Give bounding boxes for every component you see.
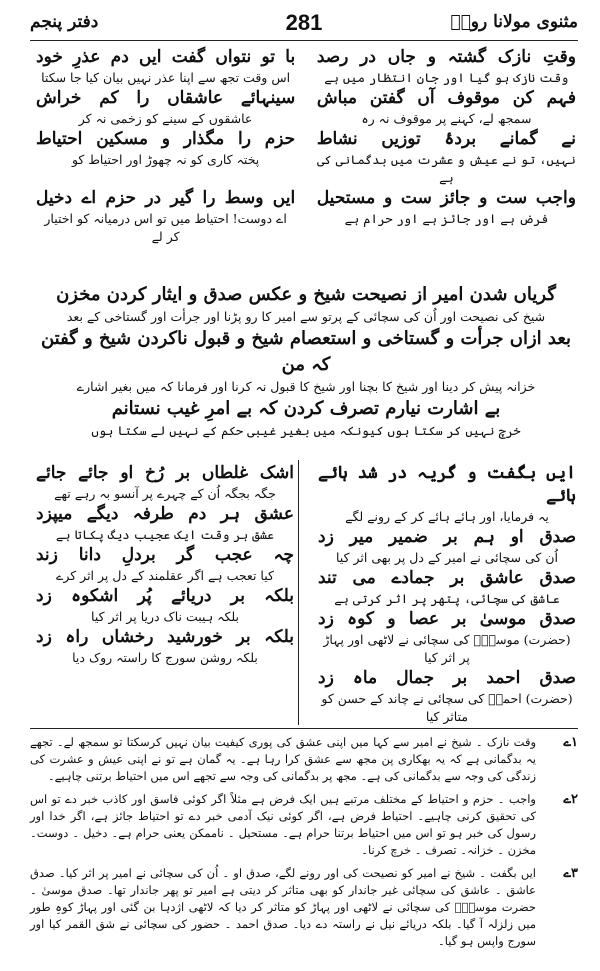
couplet-row [36,46,576,69]
translation: (حضرت) احمدؐ کی سچائی نے چاند کے حسن کو متاثر کیا [321,691,573,724]
translation: کیا تعجب ہے اگر عقلمند کے دل پر اثر کرے [56,568,274,583]
heading-line: بے اشارت نیارم تصرف کردن کہ بے امرِ غیب نستانم [111,398,501,419]
verse: عشق ہر دم طرفہ دیگے میپزد [36,504,294,524]
verse-right: واجب ست و جائز ست و مستحیل [316,188,576,208]
section-heading-block [36,282,576,440]
heading-line: بعد ازاں جرأت و گستاخی و استعصام شیخ و قبول ناکردن شیخ و گفتن کہ من [40,328,572,375]
footnote-marker: ۲ے [563,792,578,807]
footnote-text: ایں بگفت ۔ شیخ نے امیر کو نصیحت کی اور رونے لگے، صدق او ۔ اُن کی سچائی نے امیر پر اثر کیا۔ صدق عاشق ۔ عاشق کی سچائی غیر جاندار کو بھی متاثر کر دیتی ہے امیر تو پھر جاندار تھا۔ صدق موسیٰ ۔ حضرت موسیٰؑ کی سچائی نے لاٹھی اور پہاڑ کو متاثر کر دیا کہ لاٹھی اژدہا بن گئی اور پہاڑ کوہِ طور میں زلزلہ آ گیا۔ بلکہ دریائے نیل نے راستہ دے دیا۔ صدق احمد ۔ حضور کی سچائی نے شق القمر کیا اور سورج واپس ہو گیا۔ [30,866,536,948]
couplet-row [36,128,576,151]
footnote-text: وقت نازک ۔ شیخ نے امیر سے کہا میں اپنی عشق کی پوری کیفیت بیان نہیں کرسکتا تو سمجھ لے۔ تجھے یہ بدگمانی ہے کہ یہ بھکاری پن مجھ سے عشق کرا رہا ہے۔ یہ گمان ہے تو نے اپنی عیش و عشرت کی زندگی کی وجہ سے بدگمانی کی ہے۔ مجھ پر بدگمانی کی وجہ سے تجھے اس میں احتیاط برتنی چاہیے۔ [30,735,536,783]
translation: جگہ بجگہ اُن کے چہرے پر آنسو بہ رہے تھے [54,486,276,501]
footnotes [30,734,578,956]
verse: صدق عاشق بر جمادے می تند [318,568,576,588]
verse-left: ایں وسط را گیر در حزم اے دخیل [36,188,296,208]
translation-row [36,210,576,246]
footnote-rule [30,728,578,729]
translation-right: فرض ہے اور جائز ہے اور حرام ہے [344,211,549,226]
verse: صدق موسیٰ بر عصا و کوہ زد [318,609,576,629]
footnote-marker: ۳ے [563,866,578,881]
translation-left: عاشقوں کے سینے کو زخمی نہ کر [78,111,253,126]
column-divider [298,460,299,725]
footnote [30,865,578,950]
volume-title: دفتر پنجم [30,12,99,32]
verse-right: نے گمانے بردۂ توزیں نشاط [316,129,576,149]
translation-left: اے دوست! احتیاط میں تو اس درمیانہ کو اختیار کر لے [44,211,287,244]
verse: بلکہ بر خورشید رخشاں راہ زد [36,627,294,647]
verse-right: وقتِ نازک گشتہ و جاں در رصد [316,47,576,67]
verse: صدق احمد بر جمال ماہ زد [318,668,576,688]
verse-left: سینہائے عاشقاں را کم خراش [36,88,296,108]
heading-line: گریاں شدن امیر از نصیحت شیخ و عکس صدق و ایثار کردن مخزن [56,284,556,305]
translation: بلکہ روشن سورج کا راستہ روک دیا [72,650,258,665]
translation: عشق ہر وقت ایک عجیب دیگ پکاتا ہے [55,527,275,542]
verse: اشک غلطاں بر رُخ او جائے جائے [36,463,294,483]
translation-left: اس وقت تجھ سے اپنا عذر نہیں بیان کیا جا سکتا [41,70,291,85]
footnote [30,734,578,785]
right-column [318,462,576,726]
translation: عاشق کی سچائی، پتھر پر اثر کرتی ہے [334,591,560,606]
heading-translation: شیخ کی نصیحت اور اُن کی سچائی کے پرتو سے امیر کا رو پڑنا اور جرأت اور گستاخی کے بعد [66,309,546,324]
verse-right: فہم کن موقوف آں گفتن مباش [316,88,576,108]
footnote-marker: ۱ے [563,735,578,750]
book-title: مثنوی مولانا رومؒ [450,12,578,32]
couplets-top [36,46,576,246]
translation: (حضرت) موسیٰؑ کی سچائی نے لاٹھی اور پہاڑ پر اثر کیا [323,632,571,665]
left-column [36,462,294,667]
couplet-row [36,187,576,210]
page-header [30,8,578,38]
translation-right: سمجھ لے، کہنے پر موقوف نہ رہ [361,111,532,126]
verse: چہ عجب گر بردلِ دانا زند [36,545,294,565]
verse: صدق او ہم بر ضمیر میر زد [318,527,576,547]
translation-row [36,110,576,128]
verse-left: حزم را مگذار و مسکین احتیاط [36,129,296,149]
header-rule [30,40,578,41]
heading-translation: خزانہ پیش کر دینا اور شیخ کا بچنا اور شیخ کا قبول نہ کرنا اور فرمانا کہ میں بغیر اشارے [76,379,536,394]
translation-left: پختہ کاری کو نہ چھوڑ اور احتیاط کو [71,152,260,167]
couplet-row [36,87,576,110]
page-number: 281 [285,10,323,35]
verse: بلکہ بر دریائے پُر اشکوہ زد [36,586,294,606]
translation-row [36,151,576,187]
translation-row [36,69,576,87]
translation-right: وقت نازک ہو گیا اور جان انتظار میں ہے [324,70,569,85]
heading-translation: خرچ نہیں کر سکتا ہوں کیونکہ میں بغیر غیبی حکم کے نہیں لے سکتا ہوں [91,423,521,438]
footnote-text: واجب ۔ حزم و احتیاط کے مختلف مرتبے ہیں ایک فرض ہے مثلاً اگر کوئی فاسق اور کاذب خبر دے تو اس کی تحقیق کرنی چاہیے۔ احتیاط فرض ہے، اگر کوئی نیک آدمی خبر دے تو احتیاط جائز ہے، اگر خدا اور رسول کی خبر ہو تو اس میں احتیاط برتنا حرام ہے۔ مستحیل ۔ ناممکن یعنی حرام ہے۔ دخیل ۔ دوست۔ مخزن ۔ خزانہ۔ تصرف ۔ خرچ کرنا۔ [30,792,536,857]
translation: اُن کی سچائی نے امیر کے دل پر بھی اثر کیا [336,550,558,565]
translation-right: نہیں، تو نے عیش و عشرت میں بدگمانی کی ہے [316,152,576,185]
translation: بلکہ ہیبت ناک دریا پر اثر کیا [91,609,239,624]
footnote [30,791,578,859]
verse: ایں بگفت و گریہ در شد ہائے ہائے [318,463,576,506]
translation: یہ فرمایا، اور ہائے ہائے کر کے رونے لگے [345,509,549,524]
verse-left: با تو نتواں گفت ایں دم عذرِ خود [36,47,296,67]
